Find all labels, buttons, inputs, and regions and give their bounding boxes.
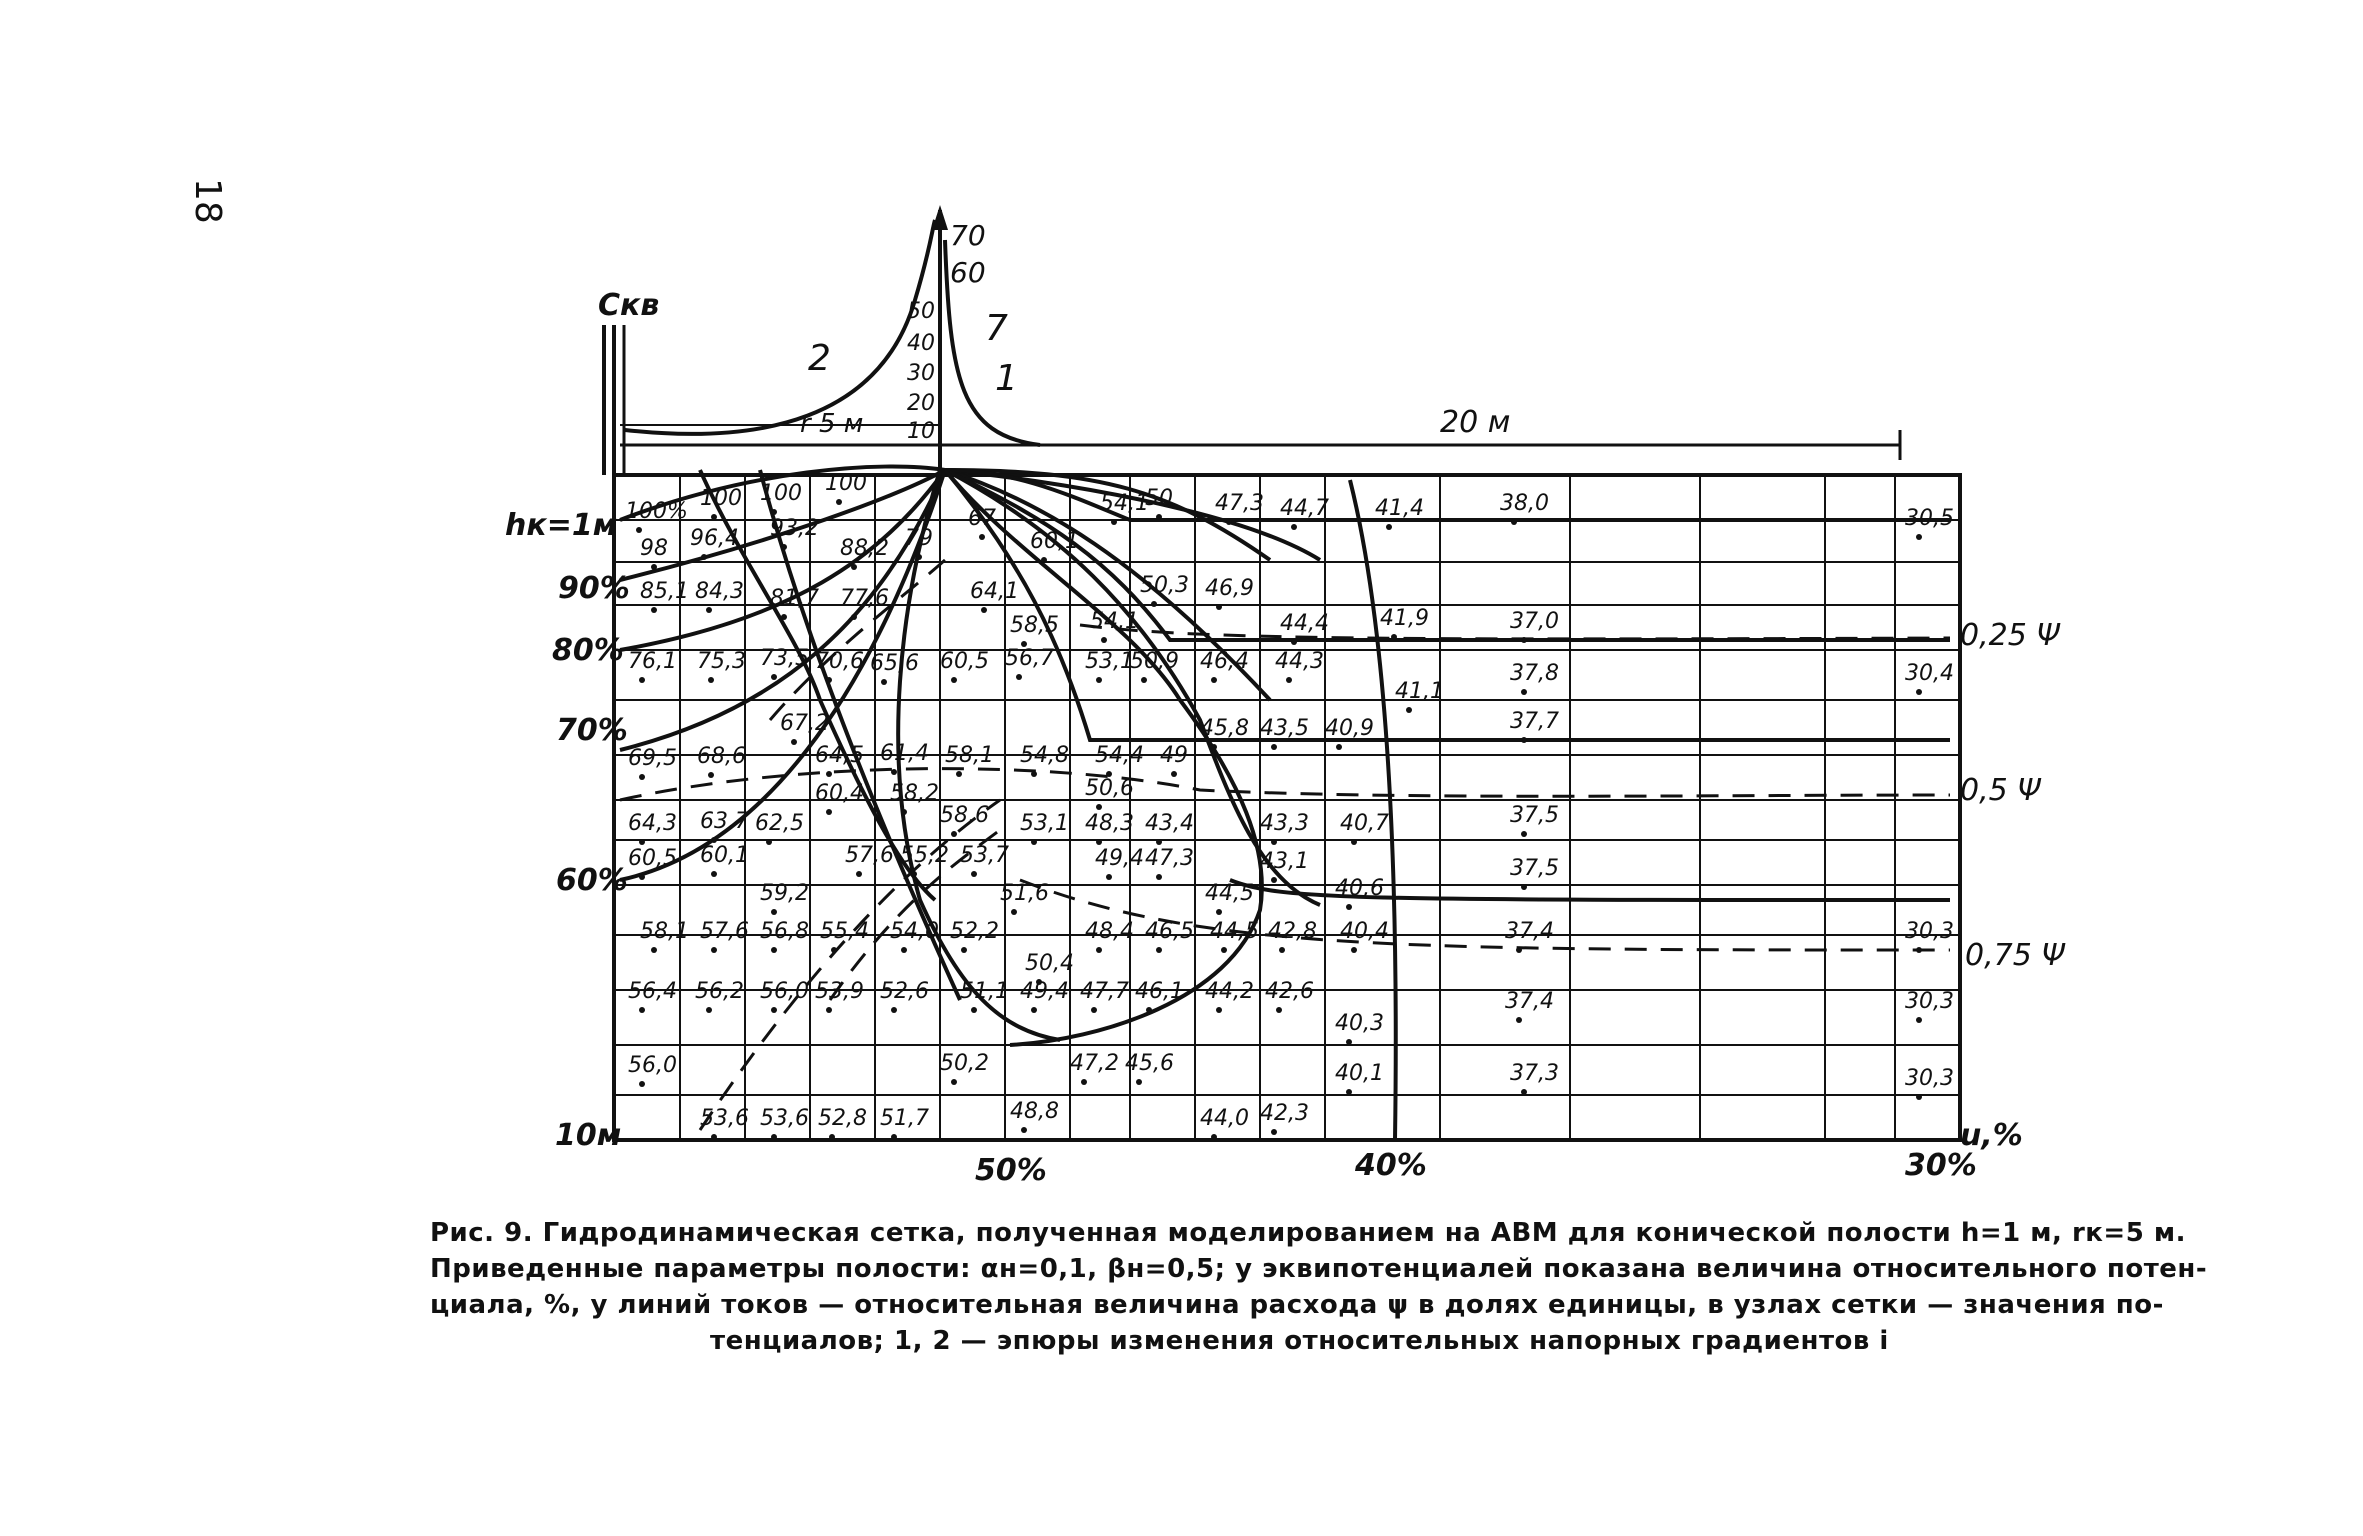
grid-node-dot: [771, 909, 777, 915]
grid-node-dot: [1916, 947, 1922, 953]
grid-node-value: 77,6: [840, 586, 889, 611]
grid-node-dot: [636, 527, 642, 533]
grid-node-dot: [1156, 947, 1162, 953]
grid-node-dot: [1391, 634, 1397, 640]
grid-node-dot: [1096, 947, 1102, 953]
grid-node-value: 58,6: [940, 803, 989, 828]
grid-node-value: 93,2: [770, 516, 819, 541]
grid-node-dot: [1111, 519, 1117, 525]
grid-node-value: 37,7: [1510, 709, 1559, 734]
curve-2: [625, 220, 935, 434]
grid-node-dot: [1276, 1007, 1282, 1013]
grid-node-value: 47,3: [1215, 491, 1264, 516]
grid-node-dot: [826, 771, 832, 777]
grid-node-value: 56,0: [628, 1053, 677, 1078]
grid-node-dot: [826, 677, 832, 683]
grid-node-dot: [639, 774, 645, 780]
grid-node-value: 50,3: [1140, 573, 1189, 598]
grid-node-dot: [1521, 884, 1527, 890]
grid-node-value: 30,3: [1905, 919, 1954, 944]
grid-node-value: 79: [905, 526, 933, 551]
grid-node-dot: [701, 554, 707, 560]
psi-label-075: 0,75 Ψ: [1965, 938, 2065, 973]
grid-node-value: 58,5: [1010, 613, 1059, 638]
grid-node-value: 50,9: [1130, 649, 1179, 674]
grid-node-value: 52,6: [880, 979, 929, 1004]
scale-10: 10: [907, 419, 935, 444]
grid-node-dot: [1271, 839, 1277, 845]
caption-line-4: тенциалов; 1, 2 — эпюры изменения относительных напорных градиентов i: [710, 1326, 1889, 1356]
grid-node-value: 46,4: [1200, 649, 1249, 674]
grid-node-dot: [1041, 557, 1047, 563]
grid-node-value: 46,1: [1135, 979, 1184, 1004]
grid-node-dot: [781, 614, 787, 620]
grid-node-value: 52,8: [818, 1106, 867, 1131]
grid-node-value: 30,4: [1905, 661, 1954, 686]
grid-node-dot: [901, 809, 907, 815]
grid-node-dot: [1291, 524, 1297, 530]
grid-node-value: 49,4: [1095, 846, 1144, 871]
scale-40: 40: [907, 331, 935, 356]
grid-node-value: 65,6: [870, 651, 919, 676]
left-label-80: 80%: [552, 633, 624, 668]
grid-node-dot: [1136, 1079, 1142, 1085]
grid-node-dot: [951, 1079, 957, 1085]
grid-node-value: 64,5: [815, 743, 864, 768]
grid-node-value: 100: [700, 486, 742, 511]
grid-node-dot: [1216, 1007, 1222, 1013]
grid-node-value: 50: [1145, 486, 1173, 511]
grid-node-dot: [1031, 1007, 1037, 1013]
grid-node-dot: [1031, 839, 1037, 845]
grid-node-dot: [1016, 674, 1022, 680]
grid-node-value: 70,6: [815, 649, 864, 674]
grid-node-dot: [1156, 839, 1162, 845]
grid-node-dot: [1141, 677, 1147, 683]
grid-node-value: 50,4: [1025, 951, 1074, 976]
grid-node-dot: [1221, 947, 1227, 953]
grid-node-dot: [911, 871, 917, 877]
grid-node-value: 67: [968, 506, 996, 531]
grid-node-value: 42,8: [1268, 919, 1317, 944]
grid-node-dot: [836, 499, 842, 505]
left-label-10m: 10м: [555, 1118, 622, 1153]
grid-node-dot: [781, 544, 787, 550]
grid-node-dot: [829, 1134, 835, 1140]
grid-node-value: 56,8: [760, 919, 809, 944]
grid-node-dot: [639, 677, 645, 683]
well-label: Скв: [598, 288, 660, 323]
left-label-60: 60%: [556, 863, 628, 898]
grid-node-value: 100: [760, 481, 802, 506]
grid-node-dot: [1271, 744, 1277, 750]
grid-node-value: 40,6: [1335, 876, 1384, 901]
grid-node-value: 61,4: [880, 741, 929, 766]
grid-node-value: 30,3: [1905, 1066, 1954, 1091]
grid-node-value: 62,5: [755, 811, 804, 836]
grid-node-dot: [1286, 677, 1292, 683]
grid-node-dot: [1521, 1089, 1527, 1095]
grid-node-value: 46,9: [1205, 576, 1254, 601]
grid-node-value: 40,7: [1340, 811, 1389, 836]
grid-node-value: 50,2: [940, 1051, 989, 1076]
grid-node-dot: [891, 1007, 897, 1013]
curve-label-7: 7: [985, 308, 1008, 349]
grid-node-dot: [708, 677, 714, 683]
caption-line-3: циала, %, у линий токов — относительная величина расхода ψ в долях единицы, в узлах сетки — значения по-: [430, 1290, 2164, 1320]
grid-node-value: 100: [825, 471, 867, 496]
stream-line: [1350, 480, 1396, 1140]
grid-node-value: 73,5: [760, 646, 809, 671]
grid-node-value: 40,9: [1325, 716, 1374, 741]
grid-node-dot: [711, 514, 717, 520]
grid-node-value: 43,3: [1260, 811, 1309, 836]
grid-node-dot: [1156, 514, 1162, 520]
grid-node-value: 85,1: [640, 579, 689, 604]
grid-node-value: 68,6: [697, 744, 746, 769]
grid-node-value: 44,5: [1210, 919, 1259, 944]
grid-node-dot: [1386, 524, 1392, 530]
grid-node-value: 53,1: [1085, 649, 1134, 674]
grid-node-dot: [881, 679, 887, 685]
grid-node-dot: [1096, 839, 1102, 845]
grid-node-dot: [1406, 707, 1412, 713]
grid-node-dot: [771, 509, 777, 515]
grid-node-value: 69,5: [628, 746, 677, 771]
grid-node-value: 51,1: [960, 979, 1009, 1004]
grid-node-value: 41,4: [1375, 496, 1424, 521]
grid-lines: [614, 475, 1960, 1140]
grid-node-value: 54,8: [1020, 743, 1069, 768]
grid-node-dot: [971, 871, 977, 877]
grid-node-value: 60,1: [700, 843, 749, 868]
grid-node-dot: [1031, 771, 1037, 777]
left-label-90: 90%: [558, 571, 630, 606]
scale-30: 30: [907, 361, 935, 386]
grid-node-dot: [771, 1007, 777, 1013]
grid-node-dot: [961, 947, 967, 953]
grid-node-value: 56,7: [1005, 646, 1054, 671]
grid-node-value: 47,7: [1080, 979, 1129, 1004]
grid-node-value: 40,1: [1335, 1061, 1384, 1086]
grid-node-dot: [1521, 737, 1527, 743]
grid-node-dot: [791, 739, 797, 745]
grid-node-value: 45,8: [1200, 716, 1249, 741]
scale-70: 70: [950, 219, 986, 252]
grid-node-value: 48,3: [1085, 811, 1134, 836]
grid-node-dot: [916, 554, 922, 560]
grid-node-value: 30,5: [1905, 506, 1954, 531]
grid-node-dot: [771, 947, 777, 953]
grid-node-value: 48,8: [1010, 1099, 1059, 1124]
grid-node-value: 44,4: [1280, 611, 1329, 636]
dim-20-label: 20 м: [1440, 405, 1511, 440]
grid-node-value: 37,3: [1510, 1061, 1559, 1086]
grid-node-dot: [771, 674, 777, 680]
grid-node-value: 100%: [625, 499, 688, 524]
grid-node-dot: [1516, 1017, 1522, 1023]
grid-node-dot: [708, 772, 714, 778]
grid-node-dot: [1511, 519, 1517, 525]
grid-node-value: 75,3: [697, 649, 746, 674]
grid-node-value: 37,4: [1505, 919, 1554, 944]
grid-node-dot: [1916, 534, 1922, 540]
grid-node-value: 51,6: [1000, 881, 1049, 906]
grid-node-dot: [1351, 947, 1357, 953]
bottom-label-u: u,%: [1960, 1118, 2023, 1153]
grid-node-value: 52,2: [950, 919, 999, 944]
grid-node-value: 54,0: [890, 919, 939, 944]
grid-node-dot: [951, 831, 957, 837]
curve-label-2: 2: [808, 338, 831, 379]
grid-node-dot: [1271, 877, 1277, 883]
grid-node-dot: [1211, 1134, 1217, 1140]
grid-node-value: 48,4: [1085, 919, 1134, 944]
dim-r-label: r 5 м: [800, 409, 864, 439]
grid-node-value: 40,3: [1335, 1011, 1384, 1036]
grid-node-value: 44,5: [1205, 881, 1254, 906]
scale-20: 20: [907, 391, 935, 416]
grid-node-value: 98: [640, 536, 668, 561]
grid-node-dot: [1916, 1094, 1922, 1100]
bottom-label-30: 30%: [1905, 1148, 1977, 1183]
grid-node-value: 60,5: [628, 846, 677, 871]
grid-border: [614, 475, 1960, 1140]
grid-node-value: 44,7: [1280, 496, 1329, 521]
scale-50: 50: [907, 299, 935, 324]
grid-node-dot: [1521, 637, 1527, 643]
grid-node-dot: [1521, 689, 1527, 695]
grid-node-dot: [831, 947, 837, 953]
grid-node-value: 47,2: [1070, 1051, 1119, 1076]
grid-node-value: 67,2: [780, 711, 829, 736]
grid-node-value: 57,6: [845, 843, 894, 868]
grid-node-value: 37,0: [1510, 609, 1559, 634]
grid-node-dot: [1211, 744, 1217, 750]
grid-node-value: 55,4: [820, 919, 869, 944]
grid-node-value: 58,2: [890, 781, 939, 806]
grid-node-value: 84,3: [695, 579, 744, 604]
grid-node-dot: [711, 1134, 717, 1140]
grid-node-dot: [1106, 874, 1112, 880]
grid-node-value: 55,2: [900, 843, 949, 868]
grid-node-dot: [706, 607, 712, 613]
grid-node-value: 42,6: [1265, 979, 1314, 1004]
psi-line-inner: [770, 560, 945, 720]
grid-node-value: 58,1: [945, 743, 994, 768]
grid-node-value: 54,4: [1095, 743, 1144, 768]
grid-node-value: 53,7: [960, 843, 1009, 868]
grid-node-value: 44,0: [1200, 1106, 1249, 1131]
grid-node-dot: [651, 607, 657, 613]
grid-node-dot: [766, 839, 772, 845]
grid-node-dot: [891, 1134, 897, 1140]
grid-node-dot: [1916, 1017, 1922, 1023]
grid-node-dot: [981, 607, 987, 613]
grid-node-dot: [651, 564, 657, 570]
grid-node-dot: [1279, 947, 1285, 953]
scale-60: 60: [950, 256, 986, 289]
grid-node-dot: [1151, 601, 1157, 607]
grid-node-value: 50,6: [1085, 776, 1134, 801]
grid-node-dot: [1516, 947, 1522, 953]
grid-node-value: 47,3: [1145, 846, 1194, 871]
grid-node-dot: [1216, 909, 1222, 915]
grid-node-value: 60,4: [815, 781, 864, 806]
grid-node-dot: [856, 871, 862, 877]
grid-node-value: 37,4: [1505, 989, 1554, 1014]
grid-node-dot: [956, 771, 962, 777]
grid-node-value: 43,5: [1260, 716, 1309, 741]
grid-node-value: 37,8: [1510, 661, 1559, 686]
grid-node-dot: [771, 1134, 777, 1140]
grid-node-dot: [891, 769, 897, 775]
grid-node-dot: [1021, 1127, 1027, 1133]
figure-caption: [430, 1215, 2208, 1359]
grid-node-value: 44,3: [1275, 649, 1324, 674]
grid-node-dot: [901, 947, 907, 953]
grid-node-dot: [1346, 1039, 1352, 1045]
grid-node-dot: [1271, 1129, 1277, 1135]
grid-node-dot: [951, 677, 957, 683]
grid-node-value: 96,4: [690, 526, 739, 551]
grid-node-dot: [851, 614, 857, 620]
grid-node-value: 53,9: [815, 979, 864, 1004]
grid-node-value: 44,2: [1205, 979, 1254, 1004]
grid-node-dot: [1146, 1007, 1152, 1013]
grid-node-dot: [1096, 804, 1102, 810]
grid-node-value: 56,2: [695, 979, 744, 1004]
grid-node-dot: [1011, 909, 1017, 915]
grid-node-dot: [1336, 744, 1342, 750]
grid-node-dot: [1291, 639, 1297, 645]
grid-node-value: 45,6: [1125, 1051, 1174, 1076]
grid-node-dot: [1346, 1089, 1352, 1095]
grid-node-value: 42,3: [1260, 1101, 1309, 1126]
grid-node-dot: [1101, 637, 1107, 643]
grid-node-value: 81,7: [770, 586, 819, 611]
grid-node-value: 41,1: [1395, 679, 1444, 704]
left-label-70: 70%: [556, 713, 628, 748]
caption-line-2: Приведенные параметры полости: αн=0,1, βн=0,5; у эквипотенциалей показана величина относительного потен-: [430, 1254, 2208, 1284]
grid-node-dot: [1156, 874, 1162, 880]
bottom-label-50: 50%: [975, 1153, 1047, 1188]
grid-node-value: 54,1: [1100, 491, 1149, 516]
grid-node-value: 30,3: [1905, 989, 1954, 1014]
grid-node-dot: [1226, 519, 1232, 525]
grid-node-value: 49: [1160, 743, 1188, 768]
grid-node-value: 60,5: [940, 649, 989, 674]
grid-node-value: 38,0: [1500, 491, 1549, 516]
grid-node-value: 40,4: [1340, 919, 1389, 944]
grid-node-value: 53,6: [700, 1106, 749, 1131]
grid-node-value: 37,5: [1510, 856, 1559, 881]
grid-node-value: 88,2: [840, 536, 889, 561]
grid-node-dot: [711, 947, 717, 953]
grid-node-dot: [1171, 771, 1177, 777]
grid-node-dot: [826, 1007, 832, 1013]
grid-node-value: 37,5: [1510, 803, 1559, 828]
hk-label: hк=1м: [505, 508, 618, 543]
grid-node-value: 63,7: [700, 809, 749, 834]
grid-node-value: 64,1: [970, 579, 1019, 604]
grid-node-dot: [651, 947, 657, 953]
grid-node-value: 49,4: [1020, 979, 1069, 1004]
grid-node-dot: [971, 1007, 977, 1013]
grid-node-value: 56,4: [628, 979, 677, 1004]
grid-node-dot: [851, 564, 857, 570]
psi-label-05: 0,5 Ψ: [1960, 773, 2041, 808]
grid-node-dot: [1351, 839, 1357, 845]
grid-node-value: 60,1: [1030, 529, 1079, 554]
grid-node-dot: [639, 874, 645, 880]
stream-line: [945, 470, 1950, 520]
cell-values: [625, 471, 1954, 1140]
grid-node-dot: [1916, 689, 1922, 695]
grid-node-value: 41,9: [1380, 606, 1429, 631]
curve-label-1: 1: [995, 358, 1018, 399]
grid-node-dot: [826, 809, 832, 815]
grid-node-dot: [706, 1007, 712, 1013]
grid-node-dot: [1521, 831, 1527, 837]
grid-node-dot: [711, 871, 717, 877]
grid-node-dot: [639, 1081, 645, 1087]
grid-node-value: 58,1: [640, 919, 689, 944]
grid-node-dot: [1081, 1079, 1087, 1085]
grid-node-dot: [1211, 677, 1217, 683]
grid-node-value: 57,6: [700, 919, 749, 944]
grid-node-value: 43,1: [1260, 849, 1309, 874]
grid-node-value: 64,3: [628, 811, 677, 836]
bottom-label-40: 40%: [1355, 1148, 1427, 1183]
grid-node-value: 56,0: [760, 979, 809, 1004]
grid-node-value: 51,7: [880, 1106, 929, 1131]
grid-node-dot: [979, 534, 985, 540]
grid-node-value: 46,5: [1145, 919, 1194, 944]
grid-node-dot: [639, 839, 645, 845]
caption-line-1: Рис. 9. Гидродинамическая сетка, полученная моделированием на АВМ для конической полости h=1 м, rк=5 м.: [430, 1218, 2186, 1248]
grid-node-value: 76,1: [628, 649, 677, 674]
grid-node-value: 53,1: [1020, 811, 1069, 836]
psi-label-025: 0,25 Ψ: [1960, 618, 2060, 653]
page-number: 18: [187, 178, 228, 224]
grid-node-dot: [1091, 1007, 1097, 1013]
grid-node-value: 54,1: [1090, 609, 1139, 634]
grid-node-value: 53,6: [760, 1106, 809, 1131]
grid-node-value: 43,4: [1145, 811, 1194, 836]
grid-node-value: 59,2: [760, 881, 809, 906]
grid-node-dot: [1346, 904, 1352, 910]
grid-node-dot: [639, 1007, 645, 1013]
grid-node-dot: [1096, 677, 1102, 683]
grid-node-dot: [1216, 604, 1222, 610]
